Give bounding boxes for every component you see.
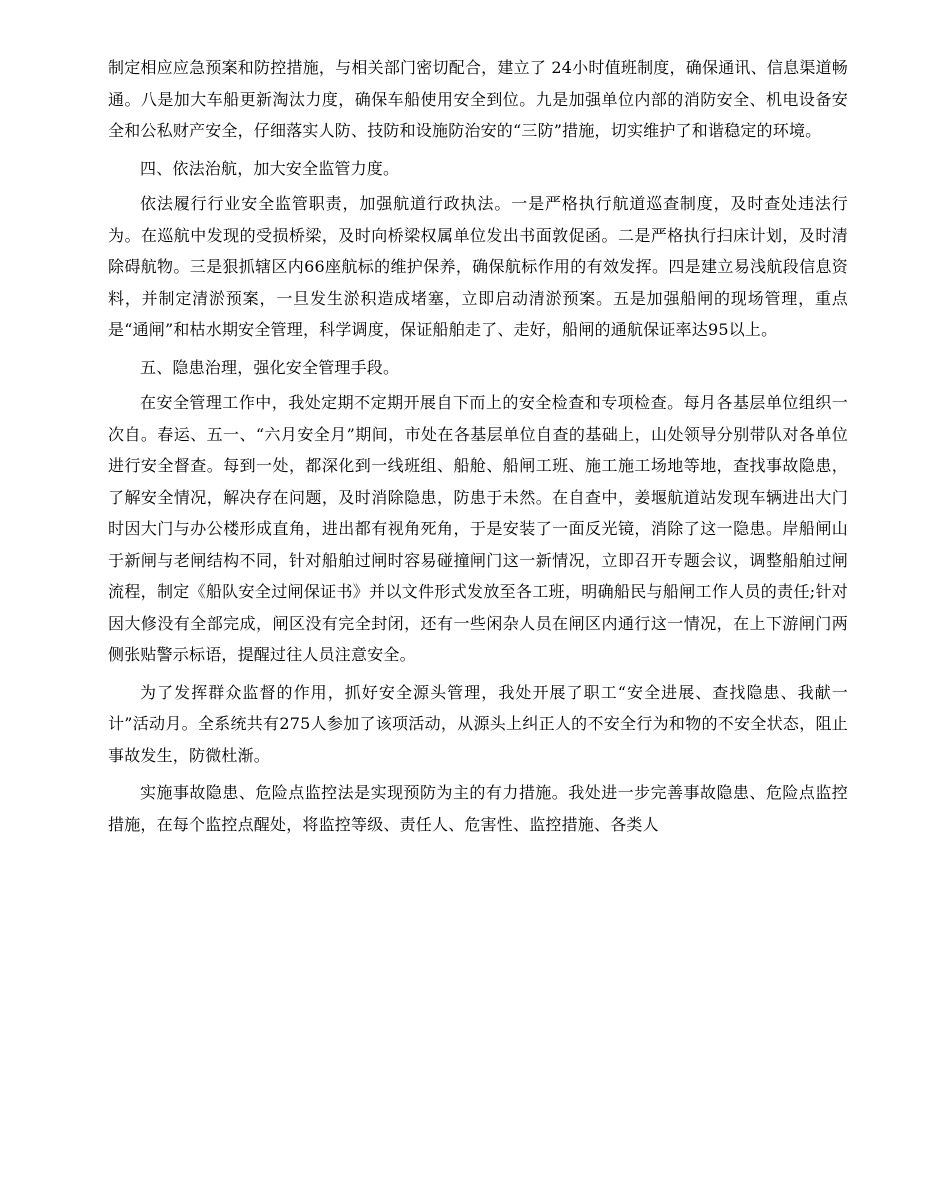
paragraph-hazard-monitoring: 实施事故隐患、危险点监控法是实现预防为主的有力措施。我处进一步完善事故隐患、危险点监控措施，在每个监控点醒处，将监控等级、责任人、危害性、监控措施、各类人 (108, 783, 848, 834)
section-heading-5: 五、隐患治理，强化安全管理手段。 (140, 357, 400, 377)
paragraph-mass-supervision: 为了发挥群众监督的作用，抓好安全源头管理，我处开展了职工“安全进展、查找隐患、我献一计”活动月。全系统共有275人参加了该项活动，从源头上纠正人的不安全行为和物的不安全状态，阻止事故发生，防微杜渐。 (108, 682, 848, 765)
document-body (108, 52, 848, 840)
section-heading-4: 四、依法治航，加大安全监管力度。 (140, 158, 400, 178)
paragraph-safety-inspection: 在安全管理工作中，我处定期不定期开展自下而上的安全检查和专项检查。每月各基层单位组织一次自。春运、五一、“六月安全月”期间，市处在各基层单位自查的基础上，山处领导分别带队对各单位进行安全督查。每到一处，都深化到一线班组、船舱、船闸工班、施工施工场地等地，查找事故隐患，了解安全情况，解决存在问题，及时消除隐患，防患于未然。在自查中，姜堰航道站发现车辆进出大门时因大门与办公楼形成直角，进出都有视角死角，于是安装了一面反光镜，消除了这一隐患。岸船闸山于新闸与老闸结构不同，针对船舶过闸时容易碰撞闸门这一新情况，立即召开专题会议，调整船舶过闸流程，制定《船队安全过闸保证书》并以文件形式发放至各工班，明确船民与船闸工作人员的责任;针对因大修没有全部完成，闸区没有完全封闭，还有一些闲杂人员在闸区内通行这一情况，在上下游闸门两侧张贴警示标语，提醒过往人员注意安全。 (108, 393, 848, 664)
paragraph-continuation: 制定相应应急预案和防控措施，与相关部门密切配合，建立了 24小时值班制度，确保通讯、信息渠道畅通。八是加大车船更新淘汰力度，确保车船使用安全到位。九是加强单位内部的消防安全、机电设备安全和公私财产安全，仔细落实人防、技防和设施防治安的“三防”措施，切实维护了和谐稳定的环境。 (108, 58, 848, 140)
paragraph-law-enforcement: 依法履行行业安全监管职责，加强航道行政执法。一是严格执行航道巡查制度，及时查处违法行为。在巡航中发现的受损桥梁，及时向桥梁权属单位发出书面敦促函。二是严格执行扫床计划，及时清除碍航物。三是狠抓辖区内66座航标的维护保养，确保航标作用的有效发挥。四是建立易浅航段信息资料，并制定清淤预案，一旦发生淤积造成堵塞，立即启动清淤预案。五是加强船闸的现场管理，重点是“通闸”和枯水期安全管理，科学调度，保证船舶走了、走好，船闸的通航保证率达95以上。 (108, 194, 848, 339)
